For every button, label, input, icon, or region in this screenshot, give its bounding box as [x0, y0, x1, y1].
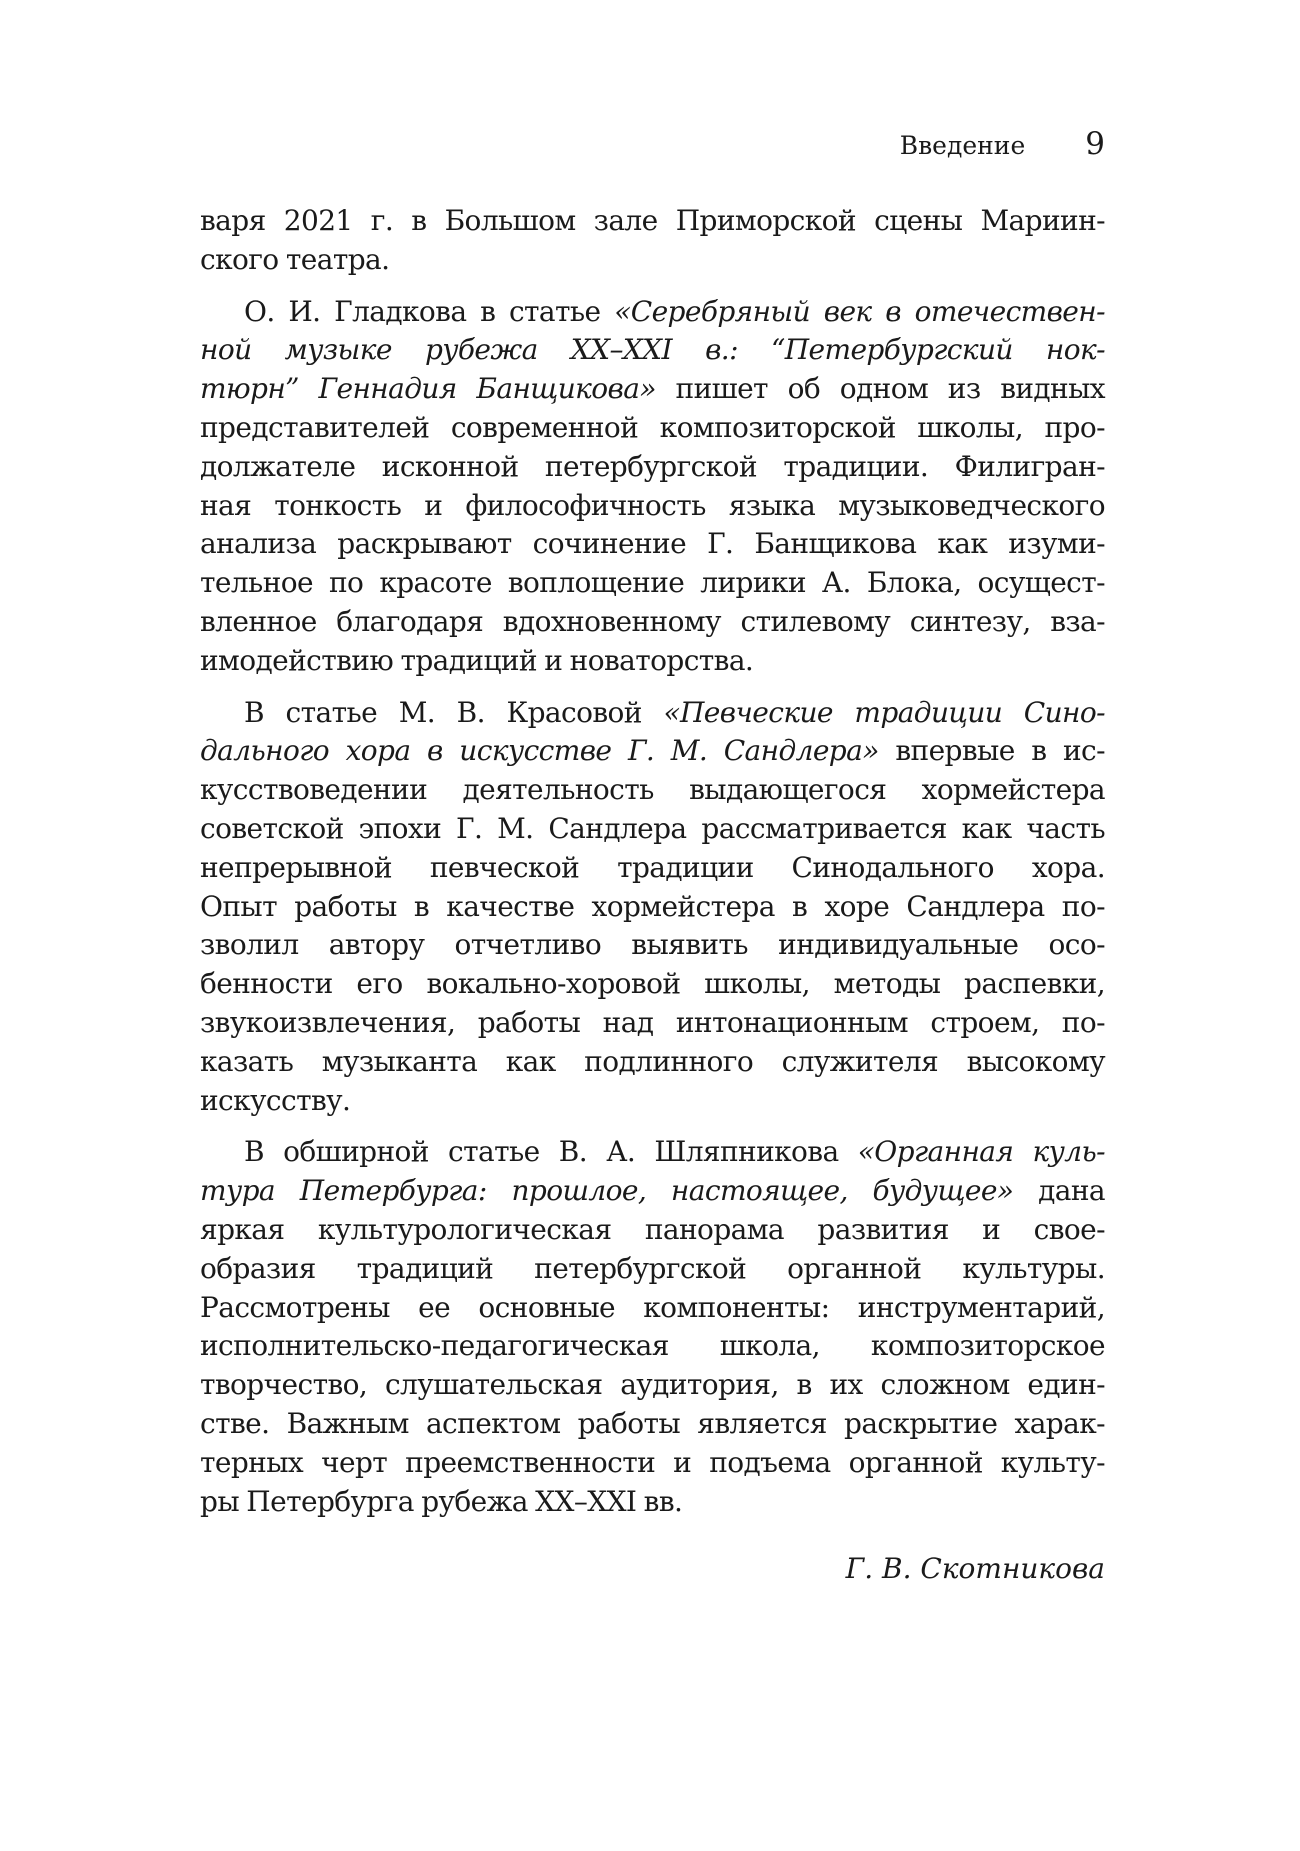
text-line: тура Петербурга: прошлое, настоящее, будущее» дана: [200, 1174, 1105, 1208]
text-line: В статье М. В. Красовой «Певческие традиции Сино-: [244, 695, 1105, 729]
body-text: [200, 202, 1105, 1521]
text-line: дального хора в искусстве Г. М. Сандлера» впервые в ис-: [200, 734, 1105, 768]
text-line: бенности его вокально-хоровой школы, методы распевки,: [200, 967, 1105, 1001]
article-title: «Серебряный век в отечествен-: [614, 294, 1105, 328]
text-line: тюрн” Геннадия Банщикова» пишет об одном из видных: [200, 372, 1105, 406]
text-line: непрерывной певческой традиции Синодального хора.: [200, 850, 1105, 884]
text-line: ского театра.: [200, 242, 390, 276]
article-title: дального хора в искусстве Г. М. Сандлера»: [200, 734, 879, 768]
text-line: яркая культурологическая панорама развития и свое-: [200, 1212, 1105, 1246]
text-line: стве. Важным аспектом работы является раскрытие харак-: [200, 1406, 1105, 1440]
text-line: Рассмотрены ее основные компоненты: инструментарий,: [200, 1290, 1105, 1324]
text-line: анализа раскрывают сочинение Г. Банщикова как изуми-: [200, 527, 1105, 561]
text-line: творчество, слушательская аудитория, в их сложном един-: [200, 1368, 1105, 1402]
text-line: вленное благодаря вдохновенному стилевому синтезу, вза-: [200, 604, 1105, 638]
paragraph: [200, 694, 1105, 1121]
text-line: кусствоведении деятельность выдающегося хормейстера: [200, 773, 1105, 807]
article-title: «Органная куль-: [857, 1135, 1106, 1169]
text-line: ры Петербурга рубежа XX–XXI вв.: [200, 1484, 683, 1518]
text-line: О. И. Гладкова в статье «Серебряный век в отечествен-: [244, 294, 1105, 328]
text-line: представителей современной композиторской школы, про-: [200, 410, 1105, 444]
paragraph: [200, 293, 1105, 681]
text-line: тельное по красоте воплощение лирики А. Блока, осущест-: [200, 566, 1105, 600]
text-line: должателе исконной петербургской традиции. Филигран-: [200, 449, 1105, 483]
running-head-title: Введение: [899, 131, 1026, 160]
article-title: «Певческие традиции Сино-: [663, 695, 1105, 729]
text-line: образия традиций петербургской органной культуры.: [200, 1251, 1105, 1285]
text-line: исполнительско-педагогическая школа, композиторское: [200, 1329, 1105, 1363]
text-line: зволил автору отчетливо выявить индивидуальные осо-: [200, 928, 1105, 962]
text-line: искусству.: [200, 1083, 351, 1117]
running-head: [200, 126, 1105, 162]
text-line: В обширной статье В. А. Шляпникова «Органная куль-: [244, 1135, 1106, 1169]
text-line: ная тонкость и философичность языка музыковедческого: [200, 488, 1105, 522]
text-line: варя 2021 г. в Большом зале Приморской сцены Мариин-: [200, 204, 1105, 237]
text-line: казать музыканта как подлинного служителя высокому: [200, 1044, 1105, 1078]
article-title: тюрн” Геннадия Банщикова»: [200, 372, 656, 406]
text-line: терных черт преемственности и подъема органной культу-: [200, 1445, 1105, 1479]
text-line: звукоизвлечения, работы над интонационным строем, по-: [200, 1005, 1105, 1039]
text-line: Опыт работы в качестве хормейстера в хоре Сандлера по-: [200, 889, 1105, 923]
text-line: [200, 331, 1105, 370]
paragraph: [200, 1133, 1105, 1521]
article-title: тура Петербурга: прошлое, настоящее, будущее»: [200, 1174, 1014, 1208]
paragraph: [200, 202, 1105, 280]
text-line: имодействию традиций и новаторства.: [200, 643, 754, 677]
text-line: советской эпохи Г. М. Сандлера рассматривается как часть: [200, 811, 1105, 845]
page-number: 9: [1085, 126, 1105, 162]
author-signature: Г. В. Скотникова: [845, 1552, 1105, 1585]
article-title: ной музыке рубежа XX–XXI в.: “Петербургский нок-: [200, 333, 1105, 367]
